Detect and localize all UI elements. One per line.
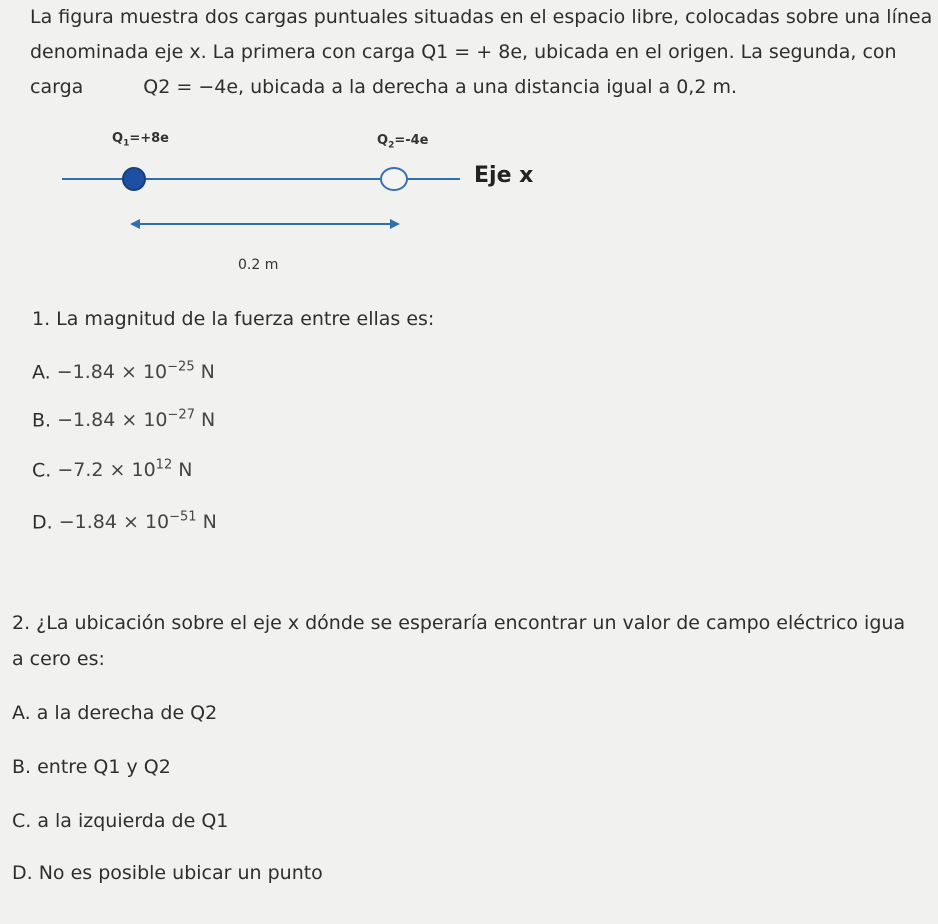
q1-symbol: Q	[112, 131, 124, 146]
q2-option-d[interactable]: D. No es posible ubicar un punto	[12, 862, 323, 884]
question-1-title: 1. La magnitud de la fuerza entre ellas es:	[32, 308, 435, 330]
unit: N	[172, 459, 193, 482]
q1-option-d[interactable]	[32, 510, 217, 533]
q2-option-b[interactable]: B. entre Q1 y Q2	[12, 756, 171, 778]
option-letter: A.	[32, 361, 51, 384]
question-2-title-line-1: 2. ¿La ubicación sobre el eje x dónde se esperaría encontrar un valor de campo eléctrico igua	[12, 612, 906, 634]
option-value	[59, 511, 217, 533]
problem-statement	[30, 0, 935, 105]
unit: N	[194, 361, 215, 384]
mantissa: −1.84 × 10	[56, 361, 168, 384]
q1-option-c[interactable]	[32, 458, 192, 481]
mantissa: −1.84 × 10	[57, 409, 168, 432]
q2-subscript: 2	[388, 140, 395, 151]
option-letter: D.	[32, 511, 53, 534]
q1-label	[112, 131, 169, 149]
mantissa: −7.2 × 10	[57, 459, 156, 482]
q2-option-a[interactable]: A. a la derecha de Q2	[12, 702, 218, 724]
option-value	[57, 361, 215, 383]
statement-line-2: denominada eje x. La primera con carga Q1 = + 8e, ubicada en el origen. La segunda, con	[30, 41, 897, 63]
statement-line-1: La figura muestra dos cargas puntuales situadas en el espacio libre, colocadas sobre una línea	[30, 6, 933, 28]
statement-line-3	[30, 70, 935, 105]
q2-label	[377, 133, 428, 151]
q1-value: =+8e	[129, 131, 169, 146]
option-value	[57, 459, 192, 481]
unit: N	[194, 409, 216, 432]
option-letter: B.	[32, 409, 52, 432]
charge-q2	[380, 167, 408, 191]
q1-option-a[interactable]	[32, 360, 215, 383]
q1-subscript: 1	[123, 138, 130, 149]
q2-option-c[interactable]: C. a la izquierda de Q1	[12, 810, 229, 832]
statement-line-3-end: Q2 = −4e, ubicada a la derecha a una distancia igual a 0,2 m.	[143, 76, 738, 98]
q2-symbol: Q	[377, 133, 389, 148]
axis-label: Eje x	[474, 163, 534, 188]
mantissa: −1.84 × 10	[58, 511, 170, 534]
charges-figure	[0, 125, 938, 285]
exponent: −51	[169, 510, 197, 525]
unit: N	[196, 511, 217, 534]
exponent: −27	[167, 408, 195, 423]
charge-q1	[122, 167, 146, 191]
exponent: −25	[167, 360, 195, 375]
q1-option-b[interactable]	[32, 408, 215, 431]
q2-value: =-4e	[394, 133, 429, 148]
distance-arrow	[130, 217, 400, 231]
option-letter: C.	[32, 459, 52, 482]
option-value	[57, 409, 215, 431]
exponent: 12	[155, 458, 173, 473]
statement-line-3-start: carga	[30, 76, 84, 98]
question-2-title-line-2: a cero es:	[12, 648, 105, 670]
distance-label: 0.2 m	[238, 257, 279, 273]
